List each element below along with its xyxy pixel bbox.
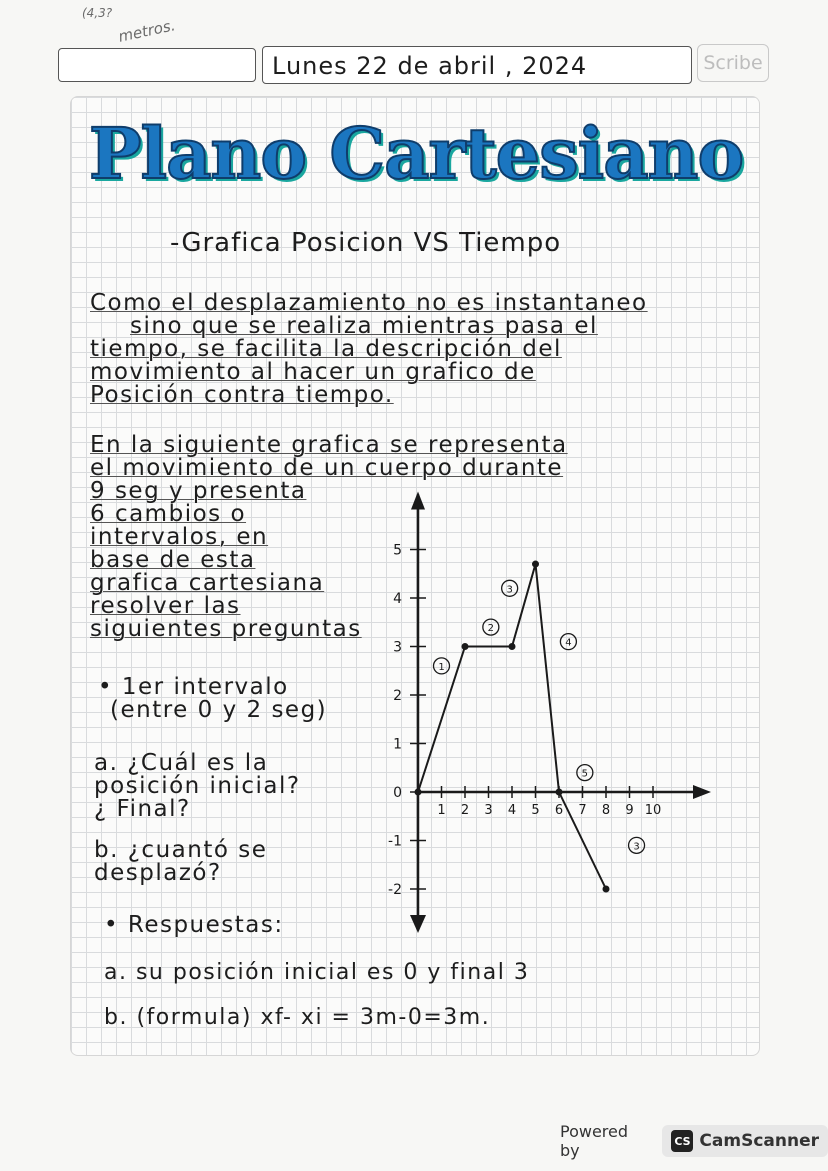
question-line: desplazó? (94, 860, 222, 886)
interval-label: 4 (565, 637, 572, 649)
intro-line: Posición contra tiempo. (90, 382, 394, 408)
data-point (532, 561, 539, 568)
body-line: el movimiento de un cuerpo durante (90, 455, 564, 481)
interval-label: 3 (633, 841, 640, 853)
y-tick-label: 0 (393, 785, 402, 801)
answer-line: b. (formula) xf- xi = 3m-0=3m. (104, 1005, 491, 1030)
interval-label: 2 (487, 623, 495, 635)
y-axis-down-arrow-icon (410, 915, 426, 933)
body-line: 9 seg y presenta (90, 478, 307, 504)
camscanner-logo-icon: CS (671, 1130, 693, 1152)
camscanner-badge (662, 1125, 828, 1157)
body-line: 6 cambios o (90, 501, 247, 527)
corner-note-bottom: metros. (116, 16, 177, 46)
footer (560, 1122, 828, 1160)
scribe-logo: Scribe (697, 44, 769, 82)
question-line: posición inicial? (94, 773, 301, 799)
camscanner-brand: CamScanner (699, 1131, 819, 1151)
y-tick-label: -2 (388, 882, 402, 898)
x-tick-label: 4 (507, 803, 517, 818)
position-line (418, 564, 606, 889)
x-axis-arrow-icon (693, 785, 711, 799)
y-tick-label: 4 (393, 591, 402, 607)
body-line: En la siguiente grafica se representa (90, 432, 568, 458)
x-tick-label: 3 (484, 803, 493, 818)
y-tick-label: 2 (393, 688, 402, 704)
page-title: Plano Cartesiano (88, 112, 744, 195)
intro-line: tiempo, se facilita la descripción del (90, 336, 562, 362)
y-tick-label: -1 (388, 833, 402, 850)
body-line: siguientes preguntas (90, 616, 362, 642)
interval-label: 5 (581, 768, 589, 780)
x-tick-label: 1 (437, 803, 446, 818)
x-tick-label: 5 (531, 803, 540, 818)
intro-line: movimiento al hacer un grafico de (90, 359, 536, 385)
interval-bullet: • (98, 674, 114, 700)
interval-range: (entre 0 y 2 seg) (110, 697, 328, 723)
intro-line: sino que se realiza mientras pasa el (130, 313, 598, 339)
corner-note-top: (4,3? (82, 6, 113, 20)
x-tick-label: 10 (644, 803, 662, 818)
date-text: Lunes 22 de abril , 2024 (272, 52, 588, 80)
question-line: b. ¿cuantó se (94, 837, 268, 863)
x-tick-label: 6 (554, 803, 564, 818)
data-point (603, 886, 610, 893)
data-point (462, 643, 469, 650)
question-line: ¿ Final? (94, 796, 191, 822)
y-tick-label: 1 (393, 736, 402, 753)
interval-label: 1 (438, 661, 445, 673)
body-line: intervalos, en (90, 524, 269, 550)
y-tick-label: 5 (393, 542, 402, 559)
question-line: a. ¿Cuál es la (94, 750, 269, 776)
x-tick-label: 7 (578, 803, 587, 818)
x-tick-label: 8 (601, 803, 611, 818)
intro-line: Como el desplazamiento no es instantaneo (90, 290, 648, 316)
x-tick-label: 2 (460, 803, 470, 818)
data-point (415, 789, 422, 796)
body-line: resolver las (90, 593, 241, 619)
x-tick-label: 9 (625, 803, 634, 818)
body-line: base de esta (90, 547, 256, 573)
data-point (509, 643, 516, 650)
answer-line: a. su posición inicial es 0 y final 3 (104, 960, 530, 985)
powered-by-text: Powered by (560, 1122, 629, 1160)
interval-label: 3 (506, 584, 513, 596)
answers-title: • Respuestas: (104, 912, 284, 938)
body-line: grafica cartesiana (90, 570, 325, 596)
y-axis-arrow-icon (411, 492, 425, 510)
page-subtitle: -Grafica Posicion VS Tiempo (170, 228, 562, 258)
interval-title-text: 1er intervalo (121, 674, 289, 700)
y-tick-label: 3 (393, 639, 402, 656)
data-point (556, 789, 563, 796)
